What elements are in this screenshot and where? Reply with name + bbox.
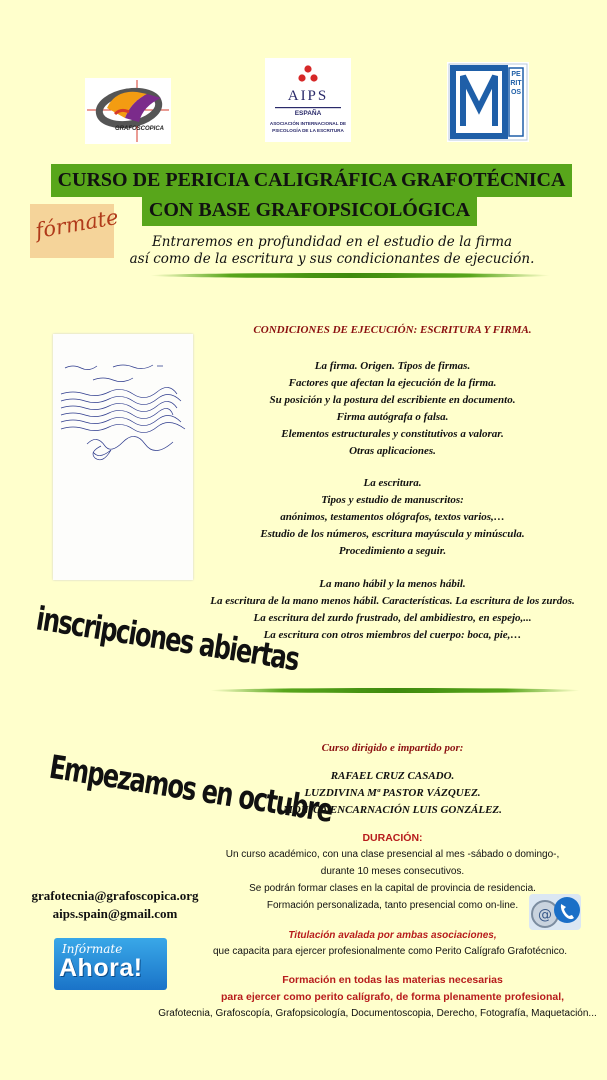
conditions-heading: CONDICIONES DE EJECUCIÓN: ESCRITURA Y FIRMA.: [253, 324, 532, 336]
directed-by-heading: Curso dirigido e impartido por:: [321, 742, 464, 754]
conditions-item: La escritura de la mano menos hábil. Características. La escritura de los zurdos.: [210, 595, 575, 607]
conditions-item: anónimos, testamentos ológrafos, textos varios,…: [280, 511, 505, 523]
conditions-item: La escritura con otros miembros del cuerpo: boca, pie,…: [263, 629, 522, 641]
aips-name: AIPS: [287, 88, 329, 104]
aips-country: ESPAÑA: [294, 110, 322, 117]
email-grafotecnia[interactable]: grafotecnia@grafoscopica.org: [31, 888, 199, 903]
email-aips[interactable]: aips.spain@gmail.com: [52, 906, 178, 921]
grafoscopica-logo: [85, 78, 171, 144]
conditions-item: Factores que afectan la ejecución de la firma.: [288, 377, 497, 389]
informate-ahora-button[interactable]: [54, 938, 167, 990]
aips-rule: [275, 107, 341, 109]
duration-heading: DURACIÓN:: [362, 832, 423, 844]
formate-badge: [30, 204, 121, 258]
conditions-item: Firma autógrafa o falsa.: [336, 411, 449, 423]
formate-text: fórmate: [33, 204, 121, 244]
titulation-line: que capacita para ejercer profesionalmente como Perito Calígrafo Grafotécnico.: [212, 946, 568, 957]
formation-heading-2: para ejercer como perito calígrafo, de forma plenamente profesional,: [220, 991, 565, 1003]
conditions-item: Estudio de los números, escritura mayúscula y minúscula.: [260, 528, 525, 540]
conditions-item: Su posición y la postura del escribiente en documento.: [269, 394, 516, 406]
email-phone-icon: [527, 890, 583, 932]
aips-dots-icon: [265, 64, 351, 84]
grafoscopica-caption: GRAFOSCOPICA: [115, 126, 165, 132]
instructor-name: LUZDIVINA Mª PASTOR VÁZQUEZ.: [304, 787, 481, 799]
handwriting-sample-icon: [53, 334, 193, 580]
peritos-logo: [447, 62, 529, 142]
duration-line: durante 10 meses consecutivos.: [320, 866, 465, 877]
intro-line-2: así como de la escritura y sus condicionantes de ejecución.: [129, 251, 535, 267]
duration-line: Un curso académico, con una clase presencial al mes -sábado o domingo-,: [225, 849, 560, 860]
conditions-item: Tipos y estudio de manuscritos:: [321, 494, 464, 506]
course-title-line-2: CON BASE GRAFOPSICOLÓGICA: [142, 195, 477, 226]
conditions-item: La mano hábil y la menos hábil.: [319, 578, 466, 590]
conditions-item: Elementos estructurales y constitutivos a valorar.: [281, 428, 504, 440]
conditions-item: La escritura.: [363, 477, 422, 489]
svg-text:@: @: [538, 907, 552, 923]
duration-line: Formación personalizada, tanto presencial como on-line.: [266, 900, 519, 911]
formation-heading-1: Formación en todas las materias necesarias: [282, 974, 503, 986]
handwritten-document-image: [53, 334, 193, 580]
intro-line-1: Entraremos en profundidad en el estudio de la firma: [151, 234, 513, 250]
conditions-item: La escritura del zurdo frustrado, del ambidiestro, en espejo,...: [253, 612, 532, 624]
course-title-line-1: CURSO DE PERICIA CALIGRÁFICA GRAFOTÉCNICA: [51, 164, 572, 197]
empezamos-octubre-text: Empezamos en octubre: [46, 748, 335, 830]
grafoscopica-emblem-icon: [85, 78, 171, 144]
aips-logo: [265, 58, 351, 142]
peritos-side-text: PERITOS: [510, 71, 522, 97]
instructor-name: RAFAEL CRUZ CASADO.: [330, 770, 455, 782]
conditions-item: Procedimiento a seguir.: [338, 545, 447, 557]
divider-middle: [210, 688, 580, 693]
informate-button-line-1: Infórmate: [62, 942, 123, 956]
aips-line-2: PSICOLOGÍA DE LA ESCRITURA: [272, 128, 344, 133]
conditions-item: Otras aplicaciones.: [349, 445, 436, 457]
informate-button-line-2: Ahora!: [59, 954, 143, 982]
titulation-heading: Titulación avalada por ambas asociaciones,: [288, 930, 497, 941]
conditions-item: La firma. Origen. Tipos de firmas.: [314, 360, 471, 372]
inscripciones-abiertas-text: inscripciones abiertas: [33, 599, 302, 679]
duration-line: Se podrán formar clases en la capital de provincia de residencia.: [249, 883, 536, 894]
instructor-name: MÓNICA ENCARNACIÓN LUIS GONZÁLEZ.: [283, 804, 502, 816]
aips-line-1: ASOCIACIÓN INTERNACIONAL DE: [269, 121, 347, 126]
subjects-line: Grafotecnia, Grafoscopía, Grafopsicología, Documentoscopia, Derecho, Fotografía, Maquetación...: [158, 1008, 597, 1019]
divider-top: [150, 273, 550, 278]
